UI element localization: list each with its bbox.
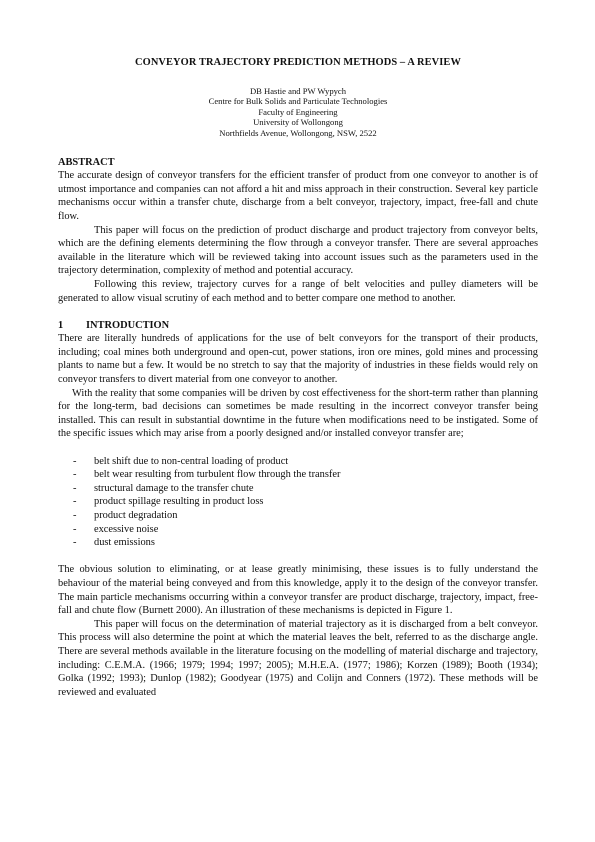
list-item: [58, 468, 538, 482]
list-dash: -: [73, 469, 77, 481]
list-dash: -: [73, 455, 77, 467]
abstract-section: [58, 156, 538, 306]
list-item-text: product spillage resulting in product loss: [94, 496, 264, 508]
paper-page: [58, 56, 538, 699]
author-address: Northfields Avenue, Wollongong, NSW, 2522: [219, 127, 377, 138]
intro-paragraph-4: This paper will focus on the determination of material trajectory as it is discharged from a belt conveyor. This process will also determine the point at which the material leaves the belt, referred to as the discharge angle. There are several methods available in the literature focusing on the modelling of material discharge and trajectory, including: C.E.M.A. (1966; 1979; 1994; 1997; 2005); M.H.E.A. (1977; 1986); Korzen (1989); Booth (1934); Golka (1992; 1993); Dunlop (1982); Goodyear (1975) and Colijn and Conners (1972). These methods will be reviewed and evaluated: [58, 618, 538, 698]
section-title: INTRODUCTION: [86, 319, 170, 331]
author-faculty: Faculty of Engineering: [258, 106, 338, 117]
intro-paragraph-3: The obvious solution to eliminating, or at lease greatly minimising, these issues is to fully understand the behaviour of the material being conveyed and from this knowledge, apply it to the design of the conveyor transfer. The main particle mechanisms occurring within a conveyor transfer are product discharge, trajectory, impact, free-fall and chute flow (Burnett 2000). An illustration of these mechanisms is depicted in Figure 1.: [58, 564, 538, 617]
list-item: [58, 495, 538, 509]
list-item: [58, 455, 538, 469]
list-item: [58, 509, 538, 523]
abstract-paragraph-1: The accurate design of conveyor transfers for the efficient transfer of product from one conveyor to another is of utmost importance and companies can not afford a hit and miss approach in their construction. Several key particle mechanisms occur within a transfer chute, discharge from a belt conveyor, trajectory, impact, free-fall and chute flow.: [58, 170, 538, 222]
issue-list: [58, 455, 538, 550]
section-heading: [58, 319, 538, 333]
list-item-text: belt wear resulting from turbulent flow through the transfer: [94, 469, 341, 481]
author-block: [58, 86, 538, 139]
list-dash: -: [73, 496, 77, 508]
list-item-text: excessive noise: [94, 523, 159, 535]
list-item-text: dust emissions: [94, 537, 155, 549]
abstract-paragraph-2: This paper will focus on the prediction of product discharge and product trajectory from conveyor belts, which are the defining elements determining the flow through a conveyor transfer. There are several approaches available in the literature which will be reviewed taking into account issues such as the parameters used in the trajectory determination, complexity of method and potential accuracy.: [58, 224, 538, 277]
author-university: University of Wollongong: [253, 117, 343, 128]
paper-title: CONVEYOR TRAJECTORY PREDICTION METHODS – A REVIEW: [135, 57, 461, 68]
author-names: DB Hastie and PW Wypych: [249, 85, 347, 96]
section-number: 1: [58, 319, 64, 331]
list-dash: -: [73, 482, 77, 494]
author-centre: Centre for Bulk Solids and Particulate Technologies: [208, 96, 388, 107]
introduction-section: [58, 319, 538, 700]
list-item: [58, 482, 538, 496]
list-item: [58, 523, 538, 537]
intro-paragraph-1: There are literally hundreds of applications for the use of belt conveyors for the transport of their products, including; coal mines both underground and open-cut, power stations, iron ore mines, gold mines and processing plants to name but a few. It would be no stretch to say that the majority of industries in these fields would rely on conveyor transfers to divert material from one conveyor to another.: [58, 333, 538, 386]
list-dash: -: [73, 510, 77, 521]
intro-paragraph-2: With the reality that some companies will be driven by cost effectiveness for the short-term rather than planning for the long-term, bad decisions can sometimes be made resulting in the incorrect conveyor transfer being installed. This can result in substantial downtime in the future when modifications need to be instigated. Some of the specific issues which may arise from a poorly designed and/or installed conveyor transfer are;: [58, 387, 538, 440]
abstract-paragraph-3: Following this review, trajectory curves for a range of belt velocities and pulley diameters will be generated to allow visual scrutiny of each method and to better compare one method to another.: [58, 278, 538, 304]
list-item-text: product degradation: [94, 510, 178, 521]
list-dash: -: [73, 537, 77, 549]
list-item-text: structural damage to the transfer chute: [94, 482, 254, 494]
abstract-heading: ABSTRACT: [58, 156, 115, 168]
list-item: [58, 536, 538, 550]
list-dash: -: [73, 523, 77, 535]
list-item-text: belt shift due to non-central loading of product: [94, 455, 289, 467]
